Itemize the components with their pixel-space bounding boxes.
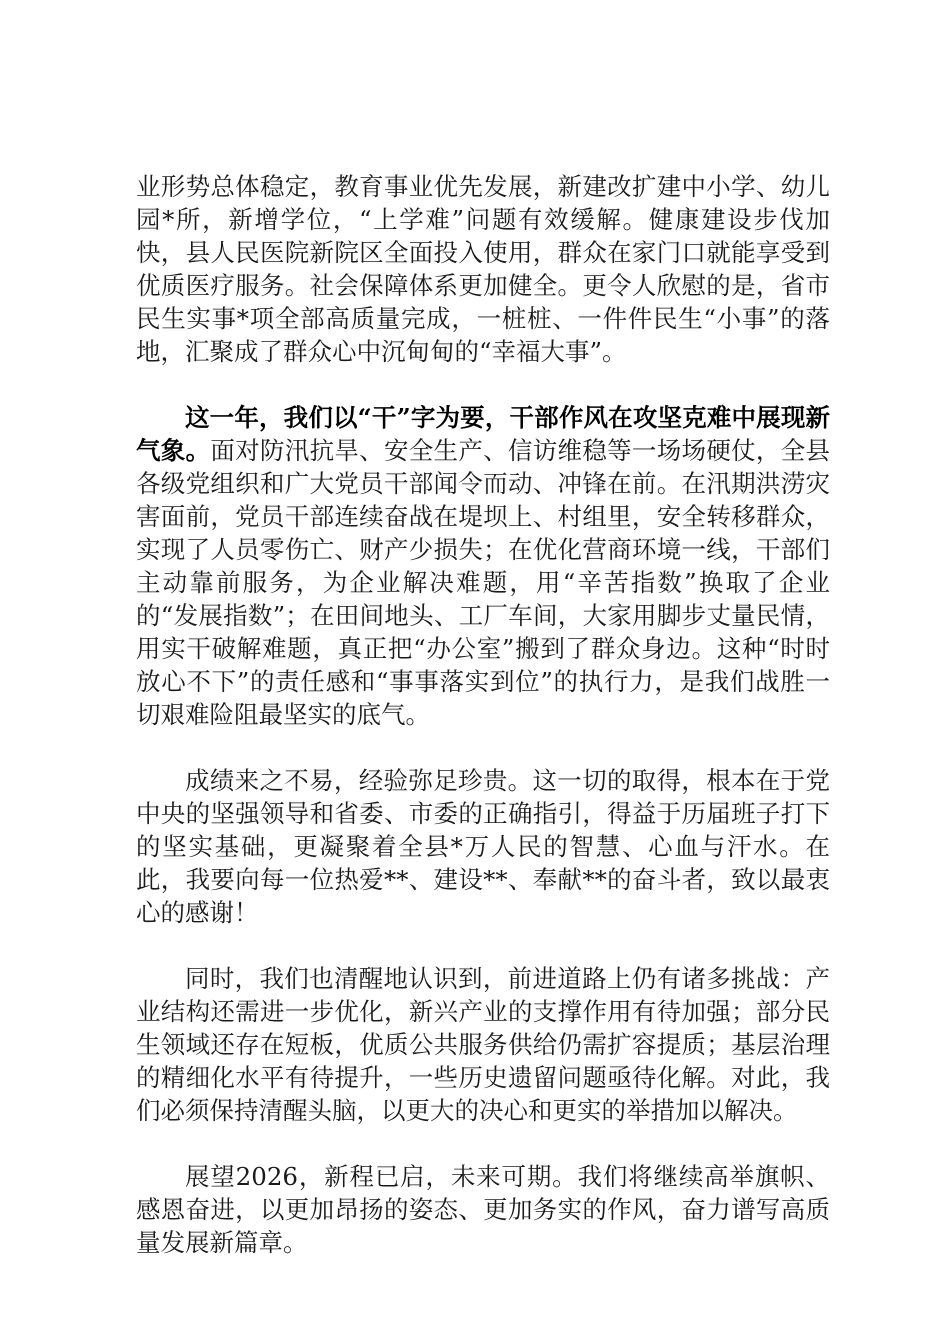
paragraph-text: 业形势总体稳定，教育事业优先发展，新建改扩建中小学、幼儿园*所，新增学位，“上学难”问题有效缓解。健康建设步伐加快，县人民医院新院区全面投入使用，群众在家门口就能享受到优质医疗服务。社会保障体系更加健全。更令人欣慰的是，省市民生实事*项全部高质量完成，一桩桩、一件件民生“小事”的落地，汇聚成了群众心中沉甸甸的“幸福大事”。	[136, 172, 830, 366]
paragraph-achievements	[136, 764, 830, 929]
paragraph-work-style	[136, 401, 830, 731]
document-page	[136, 170, 830, 1292]
paragraph-outlook	[136, 1160, 830, 1259]
paragraph-challenges	[136, 962, 830, 1127]
paragraph-text: 展望2026，新程已启，未来可期。我们将继续高举旗帜、感恩奋进，以更加昂扬的姿态、更加务实的作风，奋力谱写高质量发展新篇章。	[136, 1162, 830, 1257]
paragraph-text: 面对防汛抗旱、安全生产、信访维稳等一场场硬仗，全县各级党组织和广大党员干部闻令而动、冲锋在前。在汛期洪涝灾害面前，党员干部连续奋战在堤坝上、村组里，安全转移群众，实现了人员零伤亡、财产少损失；在优化营商环境一线，干部们主动靠前服务，为企业解决难题，用“辛苦指数”换取了企业的“发展指数”；在田间地头、工厂车间，大家用脚步丈量民情，用实干破解难题，真正把“办公室”搬到了群众身边。这种“时时放心不下”的责任感和“事事落实到位”的执行力，是我们战胜一切艰难险阻最坚实的底气。	[136, 436, 830, 729]
paragraph-text: 同时，我们也清醒地认识到，前进道路上仍有诸多挑战：产业结构还需进一步优化，新兴产业的支撑作用有待加强；部分民生领域还存在短板，优质公共服务供给仍需扩容提质；基层治理的精细化水平有待提升，一些历史遗留问题亟待化解。对此，我们必须保持清醒头脑，以更大的决心和更实的举措加以解决。	[136, 964, 830, 1125]
paragraph-text: 成绩来之不易，经验弥足珍贵。这一切的取得，根本在于党中央的坚强领导和省委、市委的正确指引，得益于历届班子打下的坚实基础，更凝聚着全县*万人民的智慧、心血与汗水。在此，我要向每一位热爱**、建设**、奉献**的奋斗者，致以最衷心的感谢！	[136, 766, 830, 927]
paragraph-continuation	[136, 170, 830, 368]
paragraph-lead-bold: 这一年，我们以“干”字为要，干部作风在攻坚克难中展现新气象。	[136, 403, 830, 465]
